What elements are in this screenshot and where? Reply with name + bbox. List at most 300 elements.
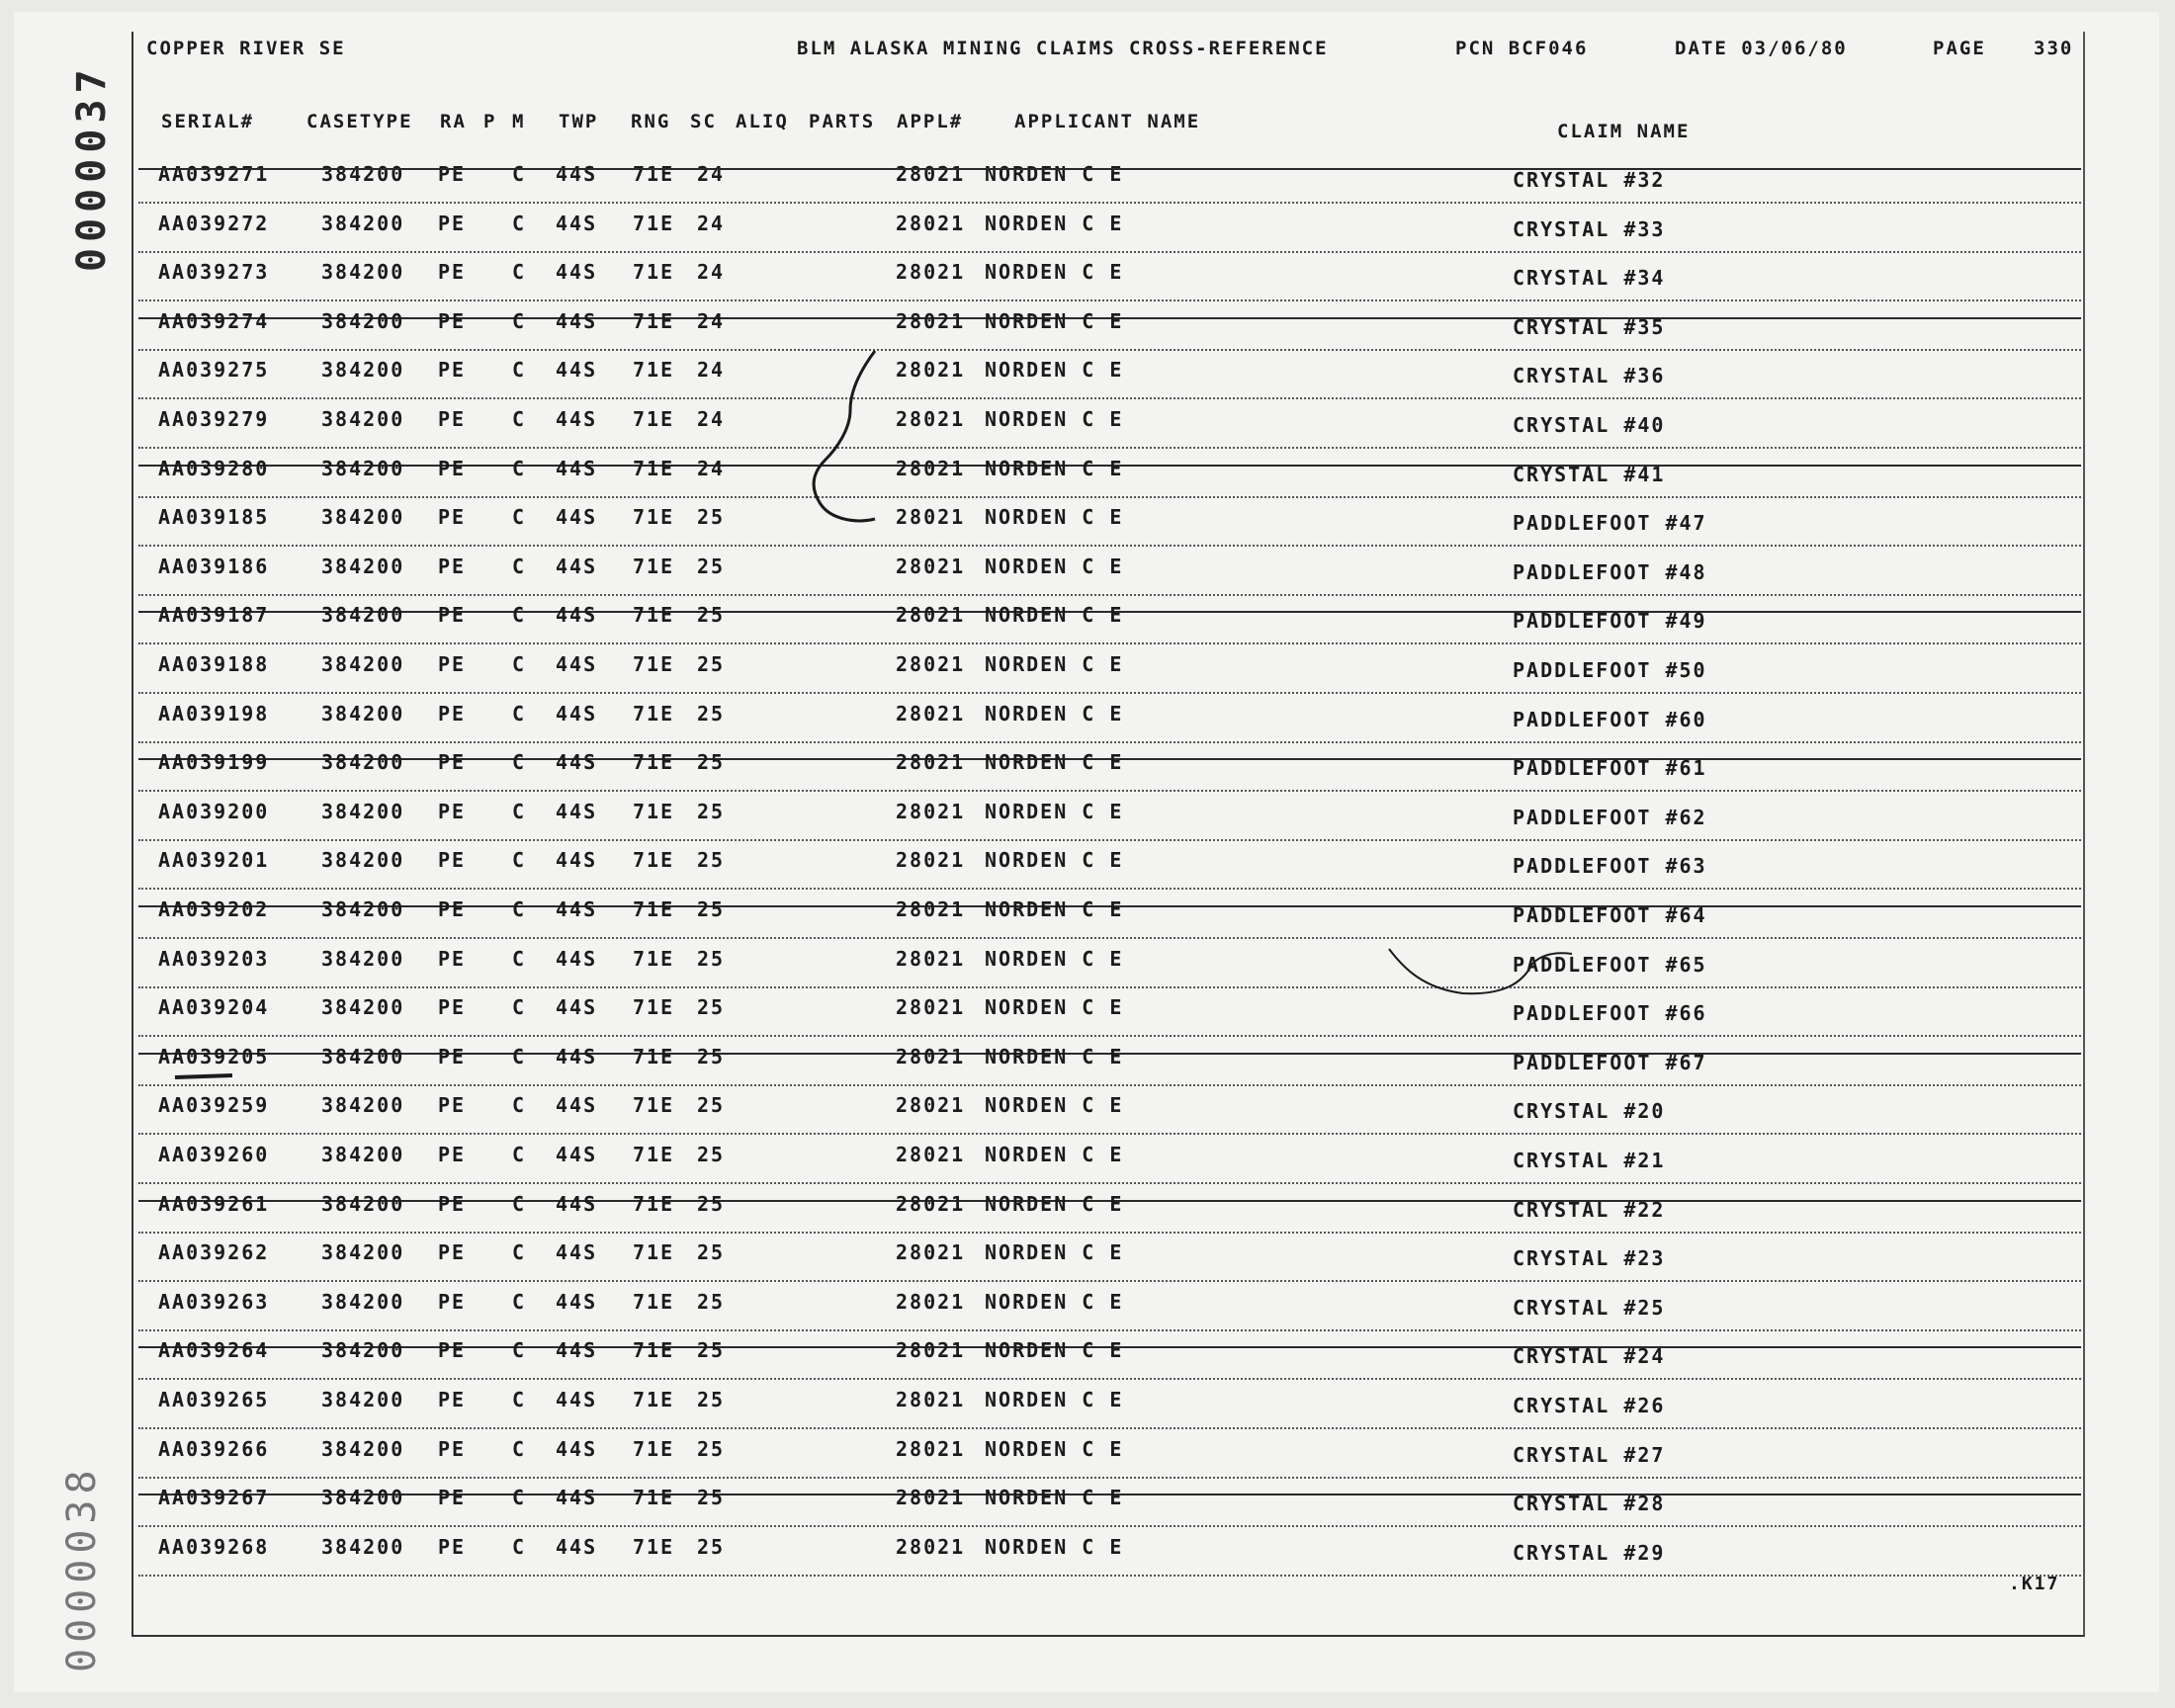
claim-name-cell: PADDLEFOOT #63 xyxy=(1513,854,1707,878)
sc-cell: 24 xyxy=(697,212,726,235)
appl-cell: 28021 xyxy=(896,212,966,235)
claim-name-cell: CRYSTAL #21 xyxy=(1513,1149,1666,1172)
sc-cell: 25 xyxy=(697,1093,726,1117)
claim-name-cell: PADDLEFOOT #66 xyxy=(1513,1001,1707,1025)
appl-cell: 28021 xyxy=(896,407,966,431)
twp-cell: 44S xyxy=(556,1240,598,1264)
appl-cell: 28021 xyxy=(896,1093,966,1117)
claim-name-cell: CRYSTAL #32 xyxy=(1513,168,1666,192)
casetype-cell: 384200 xyxy=(321,260,405,284)
col-aliq: ALIQ xyxy=(736,111,789,132)
applicant-name-cell: NORDEN C E xyxy=(985,750,1124,774)
ra-cell: PE xyxy=(438,1192,467,1216)
casetype-cell: 384200 xyxy=(321,1338,405,1362)
col-serial: SERIAL# xyxy=(161,111,255,132)
appl-cell: 28021 xyxy=(896,603,966,627)
rng-cell: 71E xyxy=(633,652,675,676)
claim-name-cell: CRYSTAL #40 xyxy=(1513,413,1666,437)
col-parts: PARTS xyxy=(809,111,876,132)
page-number: 330 xyxy=(2034,38,2074,59)
m-cell: C xyxy=(512,750,527,774)
ra-cell: PE xyxy=(438,260,467,284)
serial-cell: AA039272 xyxy=(158,212,270,235)
appl-cell: 28021 xyxy=(896,652,966,676)
claim-name-cell: CRYSTAL #34 xyxy=(1513,266,1666,290)
table-row xyxy=(158,1290,2086,1339)
col-appl: APPL# xyxy=(897,111,964,132)
serial-cell: AA039273 xyxy=(158,260,270,284)
ra-cell: PE xyxy=(438,1388,467,1411)
ra-cell: PE xyxy=(438,1437,467,1461)
twp-cell: 44S xyxy=(556,212,598,235)
casetype-cell: 384200 xyxy=(321,1437,405,1461)
twp-cell: 44S xyxy=(556,652,598,676)
ra-cell: PE xyxy=(438,652,467,676)
casetype-cell: 384200 xyxy=(321,162,405,186)
sc-cell: 25 xyxy=(697,995,726,1019)
claim-name-cell: CRYSTAL #36 xyxy=(1513,364,1666,387)
sc-cell: 25 xyxy=(697,1437,726,1461)
appl-cell: 28021 xyxy=(896,505,966,529)
col-twp: TWP xyxy=(559,111,599,132)
table-row xyxy=(158,555,2086,604)
row-separator xyxy=(138,1232,2081,1234)
sc-cell: 25 xyxy=(697,1192,726,1216)
applicant-name-cell: NORDEN C E xyxy=(985,702,1124,726)
m-cell: C xyxy=(512,407,527,431)
casetype-cell: 384200 xyxy=(321,897,405,921)
serial-cell: AA039274 xyxy=(158,309,270,333)
casetype-cell: 384200 xyxy=(321,555,405,578)
sc-cell: 24 xyxy=(697,260,726,284)
m-cell: C xyxy=(512,505,527,529)
m-cell: C xyxy=(512,212,527,235)
table-row xyxy=(158,1045,2086,1094)
ra-cell: PE xyxy=(438,1486,467,1509)
serial-cell: AA039259 xyxy=(158,1093,270,1117)
page-label: PAGE xyxy=(1933,38,1986,59)
table-row xyxy=(158,1192,2086,1241)
claim-name-cell: CRYSTAL #33 xyxy=(1513,217,1666,241)
side-document-number-bottom: 0000038 xyxy=(59,1464,105,1672)
table-row xyxy=(158,897,2086,947)
ra-cell: PE xyxy=(438,457,467,480)
sc-cell: 25 xyxy=(697,1338,726,1362)
col-ra: RA xyxy=(440,111,467,132)
applicant-name-cell: NORDEN C E xyxy=(985,1240,1124,1264)
m-cell: C xyxy=(512,1093,527,1117)
row-separator xyxy=(138,692,2081,694)
rng-cell: 71E xyxy=(633,1486,675,1509)
ra-cell: PE xyxy=(438,505,467,529)
applicant-name-cell: NORDEN C E xyxy=(985,1192,1124,1216)
appl-cell: 28021 xyxy=(896,309,966,333)
sc-cell: 25 xyxy=(697,702,726,726)
ra-cell: PE xyxy=(438,897,467,921)
rng-cell: 71E xyxy=(633,212,675,235)
serial-cell: AA039187 xyxy=(158,603,270,627)
serial-cell: AA039200 xyxy=(158,800,270,823)
header-line xyxy=(138,168,2081,170)
serial-cell: AA039267 xyxy=(158,1486,270,1509)
rng-cell: 71E xyxy=(633,1192,675,1216)
casetype-cell: 384200 xyxy=(321,947,405,971)
m-cell: C xyxy=(512,848,527,872)
rng-cell: 71E xyxy=(633,358,675,382)
casetype-cell: 384200 xyxy=(321,603,405,627)
twp-cell: 44S xyxy=(556,1290,598,1314)
m-cell: C xyxy=(512,162,527,186)
m-cell: C xyxy=(512,309,527,333)
row-separator xyxy=(138,1280,2081,1282)
applicant-name-cell: NORDEN C E xyxy=(985,1338,1124,1362)
row-separator xyxy=(138,1427,2081,1429)
ra-cell: PE xyxy=(438,555,467,578)
pen-mark-underline xyxy=(1384,944,1582,1003)
casetype-cell: 384200 xyxy=(321,358,405,382)
twp-cell: 44S xyxy=(556,1437,598,1461)
casetype-cell: 384200 xyxy=(321,1290,405,1314)
sc-cell: 25 xyxy=(697,505,726,529)
appl-cell: 28021 xyxy=(896,1486,966,1509)
claim-name-cell: CRYSTAL #28 xyxy=(1513,1492,1666,1515)
twp-cell: 44S xyxy=(556,260,598,284)
applicant-name-cell: NORDEN C E xyxy=(985,1388,1124,1411)
table-row xyxy=(158,995,2086,1045)
col-applicant-name: APPLICANT NAME xyxy=(1014,111,1201,132)
ra-cell: PE xyxy=(438,702,467,726)
appl-cell: 28021 xyxy=(896,260,966,284)
row-separator xyxy=(138,1575,2081,1577)
applicant-name-cell: NORDEN C E xyxy=(985,505,1124,529)
row-separator xyxy=(138,545,2081,547)
col-claim-name: CLAIM NAME xyxy=(1557,121,1691,142)
serial-cell: AA039275 xyxy=(158,358,270,382)
table-row xyxy=(158,947,2086,996)
table-row xyxy=(158,457,2086,506)
table-row xyxy=(158,1240,2086,1290)
m-cell: C xyxy=(512,1437,527,1461)
twp-cell: 44S xyxy=(556,1143,598,1166)
m-cell: C xyxy=(512,702,527,726)
table-row xyxy=(158,603,2086,652)
m-cell: C xyxy=(512,1486,527,1509)
row-separator xyxy=(138,1477,2081,1479)
appl-cell: 28021 xyxy=(896,457,966,480)
rng-cell: 71E xyxy=(633,1240,675,1264)
casetype-cell: 384200 xyxy=(321,848,405,872)
claim-name-cell: PADDLEFOOT #49 xyxy=(1513,609,1707,633)
row-separator xyxy=(138,397,2081,399)
col-sc: SC xyxy=(690,111,717,132)
appl-cell: 28021 xyxy=(896,555,966,578)
casetype-cell: 384200 xyxy=(321,309,405,333)
m-cell: C xyxy=(512,1045,527,1068)
ra-cell: PE xyxy=(438,947,467,971)
table-row xyxy=(158,1143,2086,1192)
casetype-cell: 384200 xyxy=(321,1486,405,1509)
row-separator xyxy=(138,1329,2081,1331)
pen-mark-dash xyxy=(173,1068,242,1083)
table-row xyxy=(158,309,2086,359)
sc-cell: 25 xyxy=(697,1388,726,1411)
table-row xyxy=(158,1338,2086,1388)
applicant-name-cell: NORDEN C E xyxy=(985,1045,1124,1068)
rng-cell: 71E xyxy=(633,800,675,823)
applicant-name-cell: NORDEN C E xyxy=(985,1535,1124,1559)
claim-name-cell: PADDLEFOOT #48 xyxy=(1513,560,1707,584)
casetype-cell: 384200 xyxy=(321,1045,405,1068)
m-cell: C xyxy=(512,1338,527,1362)
row-separator xyxy=(138,888,2081,890)
twp-cell: 44S xyxy=(556,162,598,186)
serial-cell: AA039185 xyxy=(158,505,270,529)
appl-cell: 28021 xyxy=(896,800,966,823)
ra-cell: PE xyxy=(438,603,467,627)
m-cell: C xyxy=(512,995,527,1019)
appl-cell: 28021 xyxy=(896,1290,966,1314)
report-title: BLM ALASKA MINING CLAIMS CROSS-REFERENCE xyxy=(797,38,1329,59)
ra-cell: PE xyxy=(438,995,467,1019)
m-cell: C xyxy=(512,1535,527,1559)
claim-name-cell: PADDLEFOOT #61 xyxy=(1513,756,1707,780)
row-separator xyxy=(138,642,2081,644)
m-cell: C xyxy=(512,457,527,480)
twp-cell: 44S xyxy=(556,457,598,480)
applicant-name-cell: NORDEN C E xyxy=(985,848,1124,872)
sc-cell: 25 xyxy=(697,1290,726,1314)
claim-name-cell: CRYSTAL #29 xyxy=(1513,1541,1666,1565)
serial-cell: AA039186 xyxy=(158,555,270,578)
appl-cell: 28021 xyxy=(896,1045,966,1068)
twp-cell: 44S xyxy=(556,358,598,382)
ra-cell: PE xyxy=(438,212,467,235)
twp-cell: 44S xyxy=(556,897,598,921)
appl-cell: 28021 xyxy=(896,1535,966,1559)
table-row xyxy=(158,212,2086,261)
row-separator xyxy=(138,1035,2081,1037)
claim-name-cell: PADDLEFOOT #47 xyxy=(1513,511,1707,535)
claim-name-cell: PADDLEFOOT #60 xyxy=(1513,708,1707,731)
twp-cell: 44S xyxy=(556,309,598,333)
m-cell: C xyxy=(512,897,527,921)
casetype-cell: 384200 xyxy=(321,212,405,235)
serial-cell: AA039203 xyxy=(158,947,270,971)
table-row xyxy=(158,702,2086,751)
ra-cell: PE xyxy=(438,1535,467,1559)
m-cell: C xyxy=(512,555,527,578)
rng-cell: 71E xyxy=(633,1535,675,1559)
applicant-name-cell: NORDEN C E xyxy=(985,162,1124,186)
sc-cell: 25 xyxy=(697,848,726,872)
casetype-cell: 384200 xyxy=(321,407,405,431)
rng-cell: 71E xyxy=(633,555,675,578)
claim-name-cell: CRYSTAL #20 xyxy=(1513,1099,1666,1123)
m-cell: C xyxy=(512,1192,527,1216)
applicant-name-cell: NORDEN C E xyxy=(985,1437,1124,1461)
serial-cell: AA039264 xyxy=(158,1338,270,1362)
sc-cell: 25 xyxy=(697,555,726,578)
serial-cell: AA039265 xyxy=(158,1388,270,1411)
claim-name-cell: PADDLEFOOT #62 xyxy=(1513,806,1707,829)
serial-cell: AA039205 xyxy=(158,1045,270,1068)
casetype-cell: 384200 xyxy=(321,1535,405,1559)
twp-cell: 44S xyxy=(556,1338,598,1362)
row-separator xyxy=(138,594,2081,596)
ra-cell: PE xyxy=(438,1240,467,1264)
twp-cell: 44S xyxy=(556,505,598,529)
table-row xyxy=(158,1486,2086,1535)
appl-cell: 28021 xyxy=(896,1240,966,1264)
rng-cell: 71E xyxy=(633,995,675,1019)
m-cell: C xyxy=(512,603,527,627)
twp-cell: 44S xyxy=(556,1535,598,1559)
rng-cell: 71E xyxy=(633,1437,675,1461)
appl-cell: 28021 xyxy=(896,1338,966,1362)
claim-name-cell: CRYSTAL #27 xyxy=(1513,1443,1666,1467)
applicant-name-cell: NORDEN C E xyxy=(985,800,1124,823)
table-row xyxy=(158,407,2086,457)
row-separator xyxy=(138,251,2081,253)
row-separator xyxy=(138,839,2081,841)
pcn-label: PCN BCF046 xyxy=(1455,38,1589,59)
casetype-cell: 384200 xyxy=(321,505,405,529)
twp-cell: 44S xyxy=(556,848,598,872)
casetype-cell: 384200 xyxy=(321,1143,405,1166)
row-separator xyxy=(138,349,2081,351)
ra-cell: PE xyxy=(438,358,467,382)
twp-cell: 44S xyxy=(556,407,598,431)
applicant-name-cell: NORDEN C E xyxy=(985,212,1124,235)
casetype-cell: 384200 xyxy=(321,1093,405,1117)
rng-cell: 71E xyxy=(633,260,675,284)
ra-cell: PE xyxy=(438,162,467,186)
casetype-cell: 384200 xyxy=(321,1388,405,1411)
table-row xyxy=(158,358,2086,407)
serial-cell: AA039199 xyxy=(158,750,270,774)
applicant-name-cell: NORDEN C E xyxy=(985,1290,1124,1314)
appl-cell: 28021 xyxy=(896,750,966,774)
side-document-number-top: 0000037 xyxy=(69,63,115,272)
row-separator xyxy=(138,202,2081,204)
row-separator xyxy=(138,447,2081,449)
appl-cell: 28021 xyxy=(896,995,966,1019)
ra-cell: PE xyxy=(438,1338,467,1362)
ra-cell: PE xyxy=(438,848,467,872)
col-m: M xyxy=(512,111,526,132)
appl-cell: 28021 xyxy=(896,897,966,921)
rng-cell: 71E xyxy=(633,505,675,529)
casetype-cell: 384200 xyxy=(321,800,405,823)
ra-cell: PE xyxy=(438,1143,467,1166)
rng-cell: 71E xyxy=(633,407,675,431)
rng-cell: 71E xyxy=(633,1388,675,1411)
casetype-cell: 384200 xyxy=(321,1240,405,1264)
serial-cell: AA039268 xyxy=(158,1535,270,1559)
sc-cell: 25 xyxy=(697,1535,726,1559)
rng-cell: 71E xyxy=(633,1045,675,1068)
ra-cell: PE xyxy=(438,800,467,823)
serial-cell: AA039263 xyxy=(158,1290,270,1314)
row-separator xyxy=(138,986,2081,988)
applicant-name-cell: NORDEN C E xyxy=(985,260,1124,284)
appl-cell: 28021 xyxy=(896,1388,966,1411)
serial-cell: AA039261 xyxy=(158,1192,270,1216)
m-cell: C xyxy=(512,947,527,971)
ra-cell: PE xyxy=(438,1290,467,1314)
rng-cell: 71E xyxy=(633,457,675,480)
claim-name-cell: CRYSTAL #26 xyxy=(1513,1394,1666,1417)
col-casetype: CASETYPE xyxy=(306,111,413,132)
casetype-cell: 384200 xyxy=(321,457,405,480)
casetype-cell: 384200 xyxy=(321,995,405,1019)
appl-cell: 28021 xyxy=(896,702,966,726)
twp-cell: 44S xyxy=(556,555,598,578)
serial-cell: AA039279 xyxy=(158,407,270,431)
serial-cell: AA039260 xyxy=(158,1143,270,1166)
ra-cell: PE xyxy=(438,309,467,333)
sc-cell: 24 xyxy=(697,457,726,480)
appl-cell: 28021 xyxy=(896,358,966,382)
rng-cell: 71E xyxy=(633,603,675,627)
appl-cell: 28021 xyxy=(896,1143,966,1166)
sc-cell: 25 xyxy=(697,750,726,774)
applicant-name-cell: NORDEN C E xyxy=(985,897,1124,921)
date-label: DATE 03/06/80 xyxy=(1675,38,1848,59)
serial-cell: AA039201 xyxy=(158,848,270,872)
appl-cell: 28021 xyxy=(896,162,966,186)
rng-cell: 71E xyxy=(633,1143,675,1166)
casetype-cell: 384200 xyxy=(321,652,405,676)
table-row xyxy=(158,848,2086,897)
sc-cell: 25 xyxy=(697,1045,726,1068)
ra-cell: PE xyxy=(438,407,467,431)
row-separator xyxy=(138,496,2081,498)
row-separator xyxy=(138,1378,2081,1380)
sc-cell: 25 xyxy=(697,1143,726,1166)
twp-cell: 44S xyxy=(556,800,598,823)
table-row xyxy=(158,750,2086,800)
rng-cell: 71E xyxy=(633,309,675,333)
applicant-name-cell: NORDEN C E xyxy=(985,1093,1124,1117)
row-separator xyxy=(138,1133,2081,1135)
claim-name-cell: CRYSTAL #41 xyxy=(1513,463,1666,486)
claim-name-cell: PADDLEFOOT #65 xyxy=(1513,953,1707,977)
region-title: COPPER RIVER SE xyxy=(146,38,346,59)
m-cell: C xyxy=(512,800,527,823)
row-separator xyxy=(138,1084,2081,1086)
row-separator xyxy=(138,741,2081,743)
casetype-cell: 384200 xyxy=(321,702,405,726)
claim-name-cell: CRYSTAL #22 xyxy=(1513,1198,1666,1222)
ra-cell: PE xyxy=(438,750,467,774)
sc-cell: 24 xyxy=(697,358,726,382)
twp-cell: 44S xyxy=(556,750,598,774)
rng-cell: 71E xyxy=(633,897,675,921)
rng-cell: 71E xyxy=(633,1093,675,1117)
twp-cell: 44S xyxy=(556,603,598,627)
applicant-name-cell: NORDEN C E xyxy=(985,947,1124,971)
twp-cell: 44S xyxy=(556,702,598,726)
casetype-cell: 384200 xyxy=(321,1192,405,1216)
applicant-name-cell: NORDEN C E xyxy=(985,1143,1124,1166)
m-cell: C xyxy=(512,652,527,676)
ra-cell: PE xyxy=(438,1045,467,1068)
sc-cell: 25 xyxy=(697,947,726,971)
table-row xyxy=(158,652,2086,702)
applicant-name-cell: NORDEN C E xyxy=(985,358,1124,382)
twp-cell: 44S xyxy=(556,1388,598,1411)
